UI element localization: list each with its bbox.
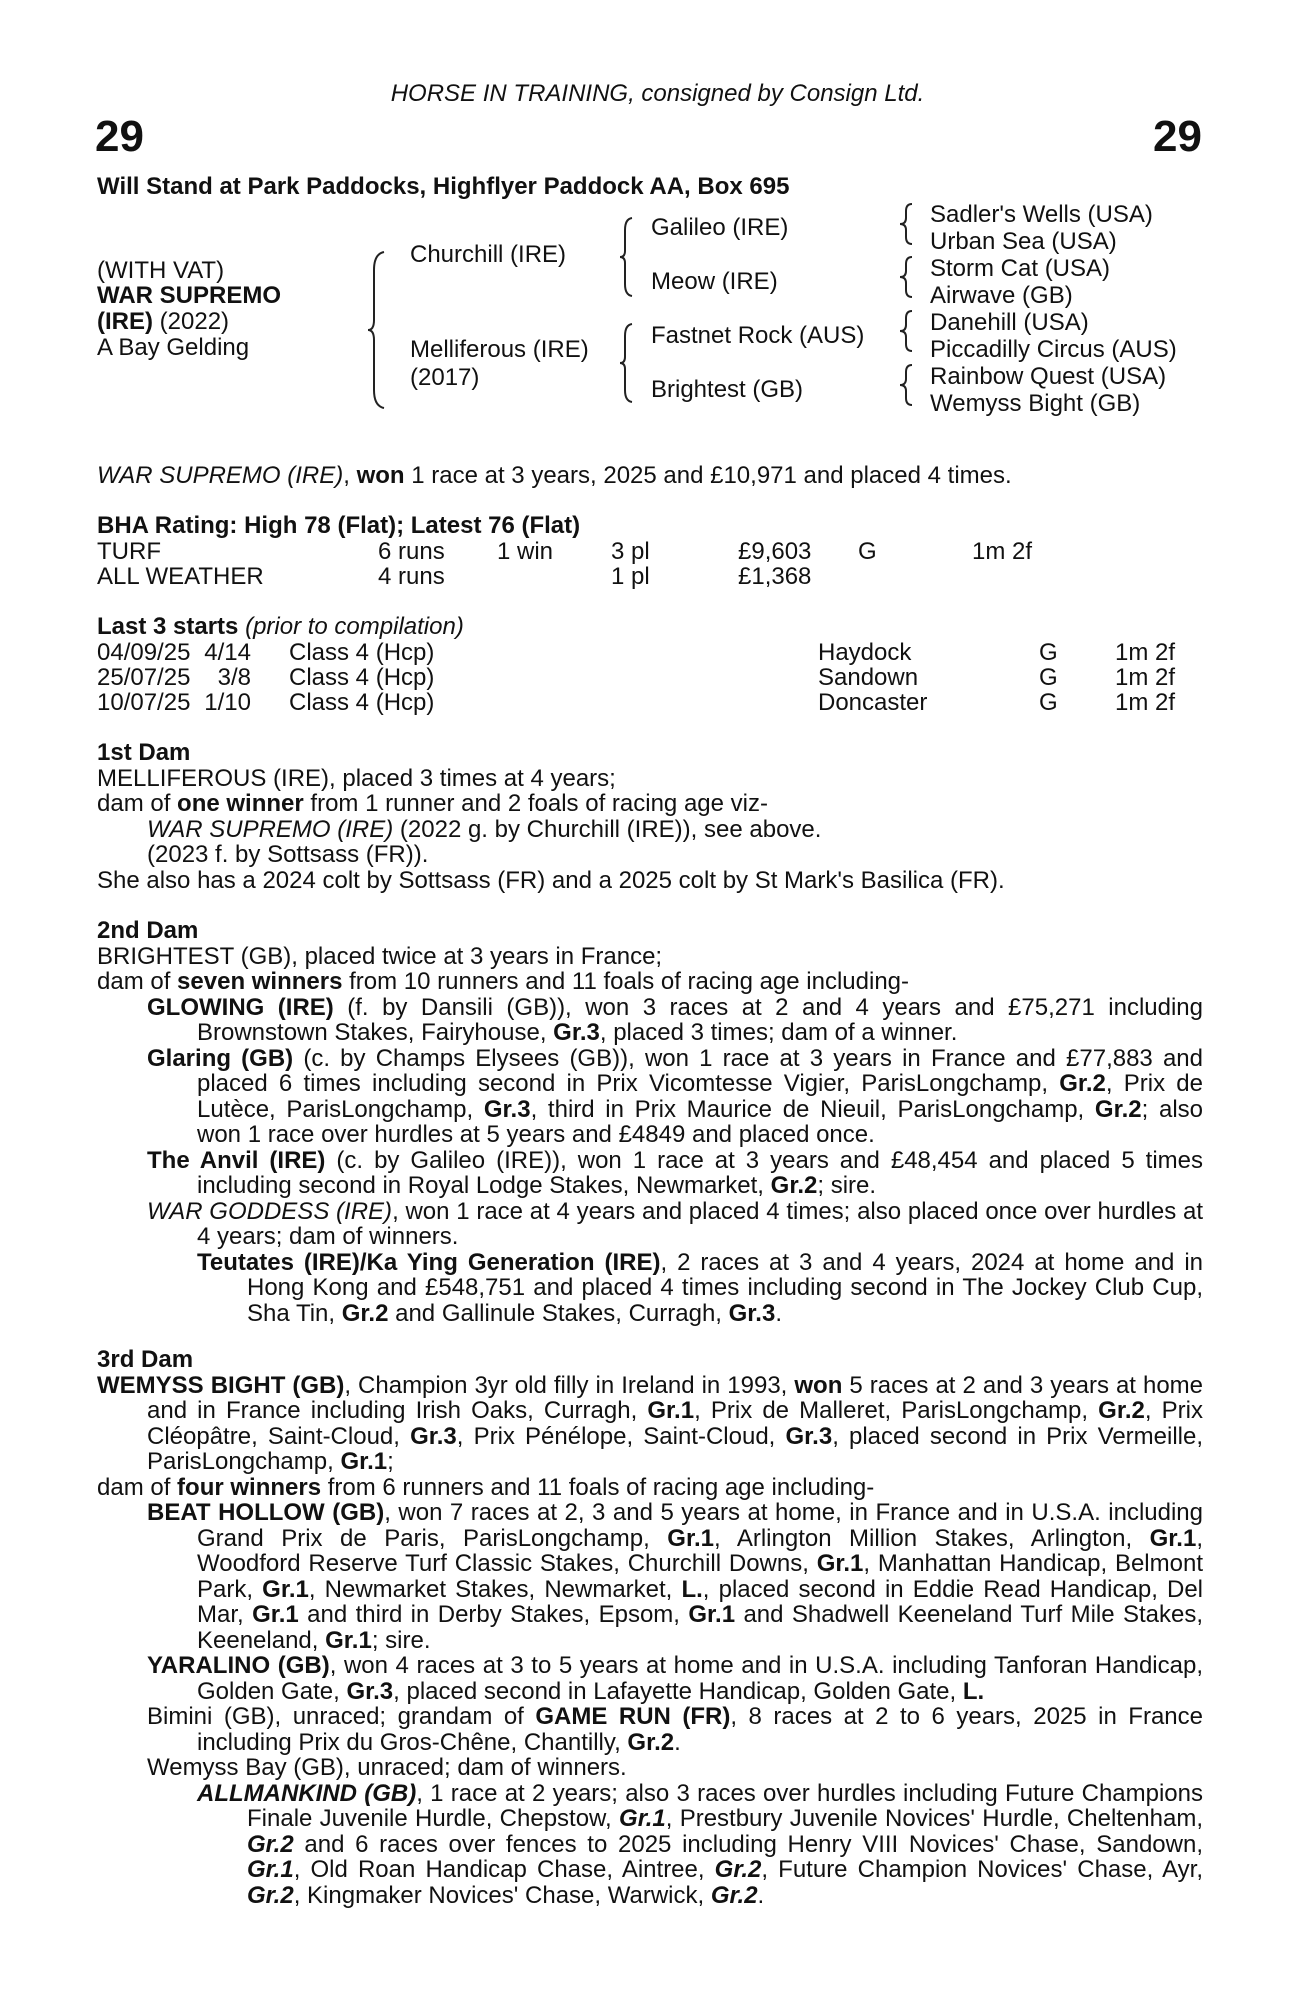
brace-fastnet — [900, 309, 916, 353]
pedigree-gen3-8: Wemyss Bight (GB) — [930, 390, 1141, 417]
horse-name: WAR SUPREMO — [97, 282, 282, 309]
produce-entry: YARALINO (GB), won 4 races at 3 to 5 years at home and in U.S.A. including Tanforan Handicap, Golden Gate, Gr.3, placed second in Lafayette Handicap, Golden Gate, L. — [147, 1652, 1204, 1705]
produce-entry: Glaring (GB) (c. by Champs Elysees (GB)), won 1 race at 3 years in France and £77,883 and placed 6 times including second in Prix Vicomtesse Vigier, ParisLongchamp, Gr.2, Prix de Lutèce, ParisLongchamp, Gr.3, third in Prix Maurice de Nieuil, ParisLongchamp, Gr.2; also won 1 race over hurdles at 5 years and £4849 and placed once. — [147, 1044, 1204, 1148]
section-heading: 3rd Dam — [97, 1346, 194, 1373]
produce-entry: WAR GODDESS (IRE), won 1 race at 4 years and placed 4 times; also placed once over hurdles at 4 years; dam of winners. — [147, 1197, 1203, 1250]
pedigree-brace-dam — [620, 322, 638, 404]
horse-country-year — [97, 309, 229, 334]
produce-entry: BEAT HOLLOW (GB), won 7 races at 2, 3 and 5 years at home, in France and in U.S.A. including Grand Prix de Paris, ParisLongchamp, Gr.1, Arlington Million Stakes, Arlington, Gr.1, Woodford Reserve Turf Classic Stakes, Churchill Downs, Gr.1, Manhattan Handicap, Belmont Park, Gr.1, Newmarket Stakes, Newmarket, L., placed second in Eddie Read Handicap, Del Mar, Gr.1 and third in Derby Stakes, Epsom, Gr.1 and Shadwell Keeneland Turf Mile Stakes, Keeneland, Gr.1; sire. — [147, 1499, 1204, 1654]
last-start-row: 10/07/25 1/10 Class 4 (Hcp) Doncaster G 1m 2f — [97, 689, 1176, 716]
pedigree-sire-dam: Meow (IRE) — [651, 268, 778, 295]
race-summary: WAR SUPREMO (IRE), won 1 race at 3 years, 2025 and £10,971 and placed 4 times. — [97, 462, 1012, 489]
brace-meow — [900, 255, 916, 299]
vat-note: (WITH VAT) — [97, 257, 225, 284]
third-dam-record: WEMYSS BIGHT (GB), Champion 3yr old filly in Ireland in 1993, won 5 races at 2 and 3 years at home and in France including Irish Oaks, Curragh, Gr.1, Prix de Malleret, ParisLongchamp, Gr.2, Prix Cléopâtre, Saint-Cloud, Gr.3, Prix Pénélope, Saint-Cloud, Gr.3, placed second in Prix Vermeille, ParisLongchamp, Gr.1; — [97, 1371, 1204, 1475]
pedigree-dam-dam: Brightest (GB) — [651, 376, 804, 403]
second-dam-section: 2nd Dam BRIGHTEST (GB), placed twice at 3 years in France; dam of seven winners from 10 runners and 11 foals of racing age including- GLOWING (IRE) (f. by Dansili (GB)), won 3 races at 2 and 4 years and £75,271 including Brownstown Stakes, Fairyhouse, Gr.3, placed 3 times; dam of a winner. Glaring (GB) (c. by Champs Elysees (GB)), won 1 race at 3 years in France and £77,883 and placed 6 times including second in Prix Vicomtesse Vigier, ParisLongchamp, Gr.2, Prix de Lutèce, ParisLongchamp, Gr.3, third in Prix Maurice de Nieuil, ParisLongchamp, Gr.2; also won 1 race over hurdles at 5 years and £4849 and placed once. The Anvil (IRE) (c. by Galileo (IRE)), won 1 race at 3 years and £48,454 and placed 5 times including second in Royal Lodge Stakes, Newmarket, Gr.2; sire. WAR GODDESS (IRE), won 1 race at 4 years and placed 4 times; also placed once over hurdles at 4 years; dam of winners. Teutates (IRE)/Ka Ying Generation (IRE), 2 races at 3 and 4 years, 2024 at home and in Hong Kong and £548,751 and placed 4 times including second in The Jockey Club Cup, Sha Tin, Gr.2 and Gallinule Stakes, Curragh, Gr.3. — [97, 917, 1204, 1327]
section-heading: 1st Dam — [97, 739, 191, 766]
last-starts-title: Last 3 starts (prior to compilation) — [97, 613, 464, 640]
horse-description: A Bay Gelding — [97, 334, 250, 361]
pedigree-dam-sire: Fastnet Rock (AUS) — [651, 322, 865, 349]
page-header-title: HORSE IN TRAINING, consigned by Consign Ltd. — [390, 80, 925, 107]
pedigree-sire: Churchill (IRE) — [410, 241, 567, 268]
lot-number-left: 29 — [95, 112, 144, 161]
brace-galileo — [900, 202, 916, 246]
first-dam-section: 1st Dam MELLIFEROUS (IRE), placed 3 times at 4 years; dam of one winner from 1 runner and 2 foals of racing age viz- WAR SUPREMO (IRE) (2022 g. by Churchill (IRE)), see above. (2023 f. by Sottsass (FR)). She also has a 2024 colt by Sottsass (FR) and a 2025 colt by St Mark's Basilica (FR). — [97, 740, 1203, 893]
third-dam-section: 3rd Dam WEMYSS BIGHT (GB), Champion 3yr old filly in Ireland in 1993, won 5 races at 2 and 3 years at home and in France including Irish Oaks, Curragh, Gr.1, Prix de Malleret, ParisLongchamp, Gr.2, Prix Cléopâtre, Saint-Cloud, Gr.3, Prix Pénélope, Saint-Cloud, Gr.3, placed second in Prix Vermeille, ParisLongchamp, Gr.1; dam of four winners from 6 runners and 11 foals of racing age including- BEAT HOLLOW (GB), won 7 races at 2, 3 and 5 years at home, in France and in U.S.A. including Grand Prix de Paris, ParisLongchamp, Gr.1, Arlington Million Stakes, Arlington, Gr.1, Woodford Reserve Turf Classic Stakes, Churchill Downs, Gr.1, Manhattan Handicap, Belmont Park, Gr.1, Newmarket Stakes, Newmarket, L., placed second in Eddie Read Handicap, Del Mar, Gr.1 and third in Derby Stakes, Epsom, Gr.1 and Shadwell Keeneland Turf Mile Stakes, Keeneland, Gr.1; sire. YARALINO (GB), won 4 races at 3 to 5 years at home and in U.S.A. including Tanforan Handicap, Golden Gate, Gr.3, placed second in Lafayette Handicap, Golden Gate, L. Bimini (GB), unraced; grandam of GAME RUN (FR), 8 races at 2 to 6 years, 2025 in France including Prix du Gros-Chêne, Chantilly, Gr.2. Wemyss Bay (GB), unraced; dam of winners. ALLMANKIND (GB), 1 race at 2 years; also 3 races over hurdles including Future Champions Finale Juvenile Hurdle, Chepstow, Gr.1, Prestbury Juvenile Novices' Hurdle, Cheltenham, Gr.2 and 6 races over fences to 2025 including Henry VIII Novices' Chase, Sandown, Gr.1, Old Roan Handicap Chase, Aintree, Gr.2, Future Champion Novices' Chase, Ayr, Gr.2, Kingmaker Novices' Chase, Warwick, Gr.2. — [97, 1346, 1204, 1909]
horse-year: (2022) — [153, 308, 230, 335]
stand-location: Will Stand at Park Paddocks, Highflyer Paddock AA, Box 695 — [97, 173, 790, 200]
produce-entry: GLOWING (IRE) (f. by Dansili (GB)), won 3 races at 2 and 4 years and £75,271 including Brownstown Stakes, Fairyhouse, Gr.3, placed 3 times; dam of a winner. — [147, 993, 1203, 1046]
pedigree-brace-main — [368, 250, 390, 410]
pedigree-gen3-7: Rainbow Quest (USA) — [930, 363, 1167, 390]
pedigree-gen3-1: Sadler's Wells (USA) — [930, 201, 1153, 228]
section-heading: 2nd Dam — [97, 917, 199, 944]
last-start-row: 25/07/25 3/8 Class 4 (Hcp) Sandown G 1m 2f — [97, 664, 1176, 691]
pedigree-gen3-4: Airwave (GB) — [930, 282, 1073, 309]
produce-entry: The Anvil (IRE) (c. by Galileo (IRE)), won 1 race at 3 years and £48,454 and placed 5 times including second in Royal Lodge Stakes, Newmarket, Gr.2; sire. — [147, 1146, 1204, 1199]
last-start-row: 04/09/25 4/14 Class 4 (Hcp) Haydock G 1m 2f — [97, 639, 1176, 666]
pedigree-brace-sire — [620, 216, 638, 298]
pedigree-dam-year: (2017) — [410, 364, 480, 391]
produce-entry: Bimini (GB), unraced; grandam of GAME RUN (FR), 8 races at 2 to 6 years, 2025 in France including Prix du Gros-Chêne, Chantilly, Gr.2. — [147, 1703, 1203, 1756]
pedigree-gen3-2: Urban Sea (USA) — [930, 228, 1117, 255]
rating-row: TURF 6 runs 1 win 3 pl £9,603 G 1m 2f — [97, 538, 1033, 565]
lot-number-right: 29 — [1153, 112, 1202, 161]
rating-row: ALL WEATHER 4 runs 1 pl £1,368 — [97, 563, 812, 590]
pedigree-gen3-3: Storm Cat (USA) — [930, 255, 1111, 282]
pedigree-sire-sire: Galileo (IRE) — [651, 214, 789, 241]
produce-entry: Wemyss Bay (GB), unraced; dam of winners. — [147, 1754, 627, 1781]
pedigree-dam: Melliferous (IRE) — [410, 336, 589, 363]
bha-rating-title: BHA Rating: High 78 (Flat); Latest 76 (Flat) — [97, 512, 581, 539]
brace-brightest — [900, 363, 916, 407]
horse-country: (IRE) — [97, 308, 153, 335]
produce-entry: Teutates (IRE)/Ka Ying Generation (IRE), 2 races at 3 and 4 years, 2024 at home and in Hong Kong and £548,751 and placed 4 times including second in The Jockey Club Cup, Sha Tin, Gr.2 and Gallinule Stakes, Curragh, Gr.3. — [197, 1248, 1203, 1327]
produce-entry: ALLMANKIND (GB), 1 race at 2 years; also 3 races over hurdles including Future Champions Finale Juvenile Hurdle, Chepstow, Gr.1, Prestbury Juvenile Novices' Hurdle, Cheltenham, Gr.2 and 6 races over fences to 2025 including Henry VIII Novices' Chase, Sandown, Gr.1, Old Roan Handicap Chase, Aintree, Gr.2, Future Champion Novices' Chase, Ayr, Gr.2, Kingmaker Novices' Chase, Warwick, Gr.2. — [197, 1779, 1204, 1909]
pedigree-gen3-6: Piccadilly Circus (AUS) — [930, 336, 1177, 363]
pedigree-gen3-5: Danehill (USA) — [930, 309, 1089, 336]
